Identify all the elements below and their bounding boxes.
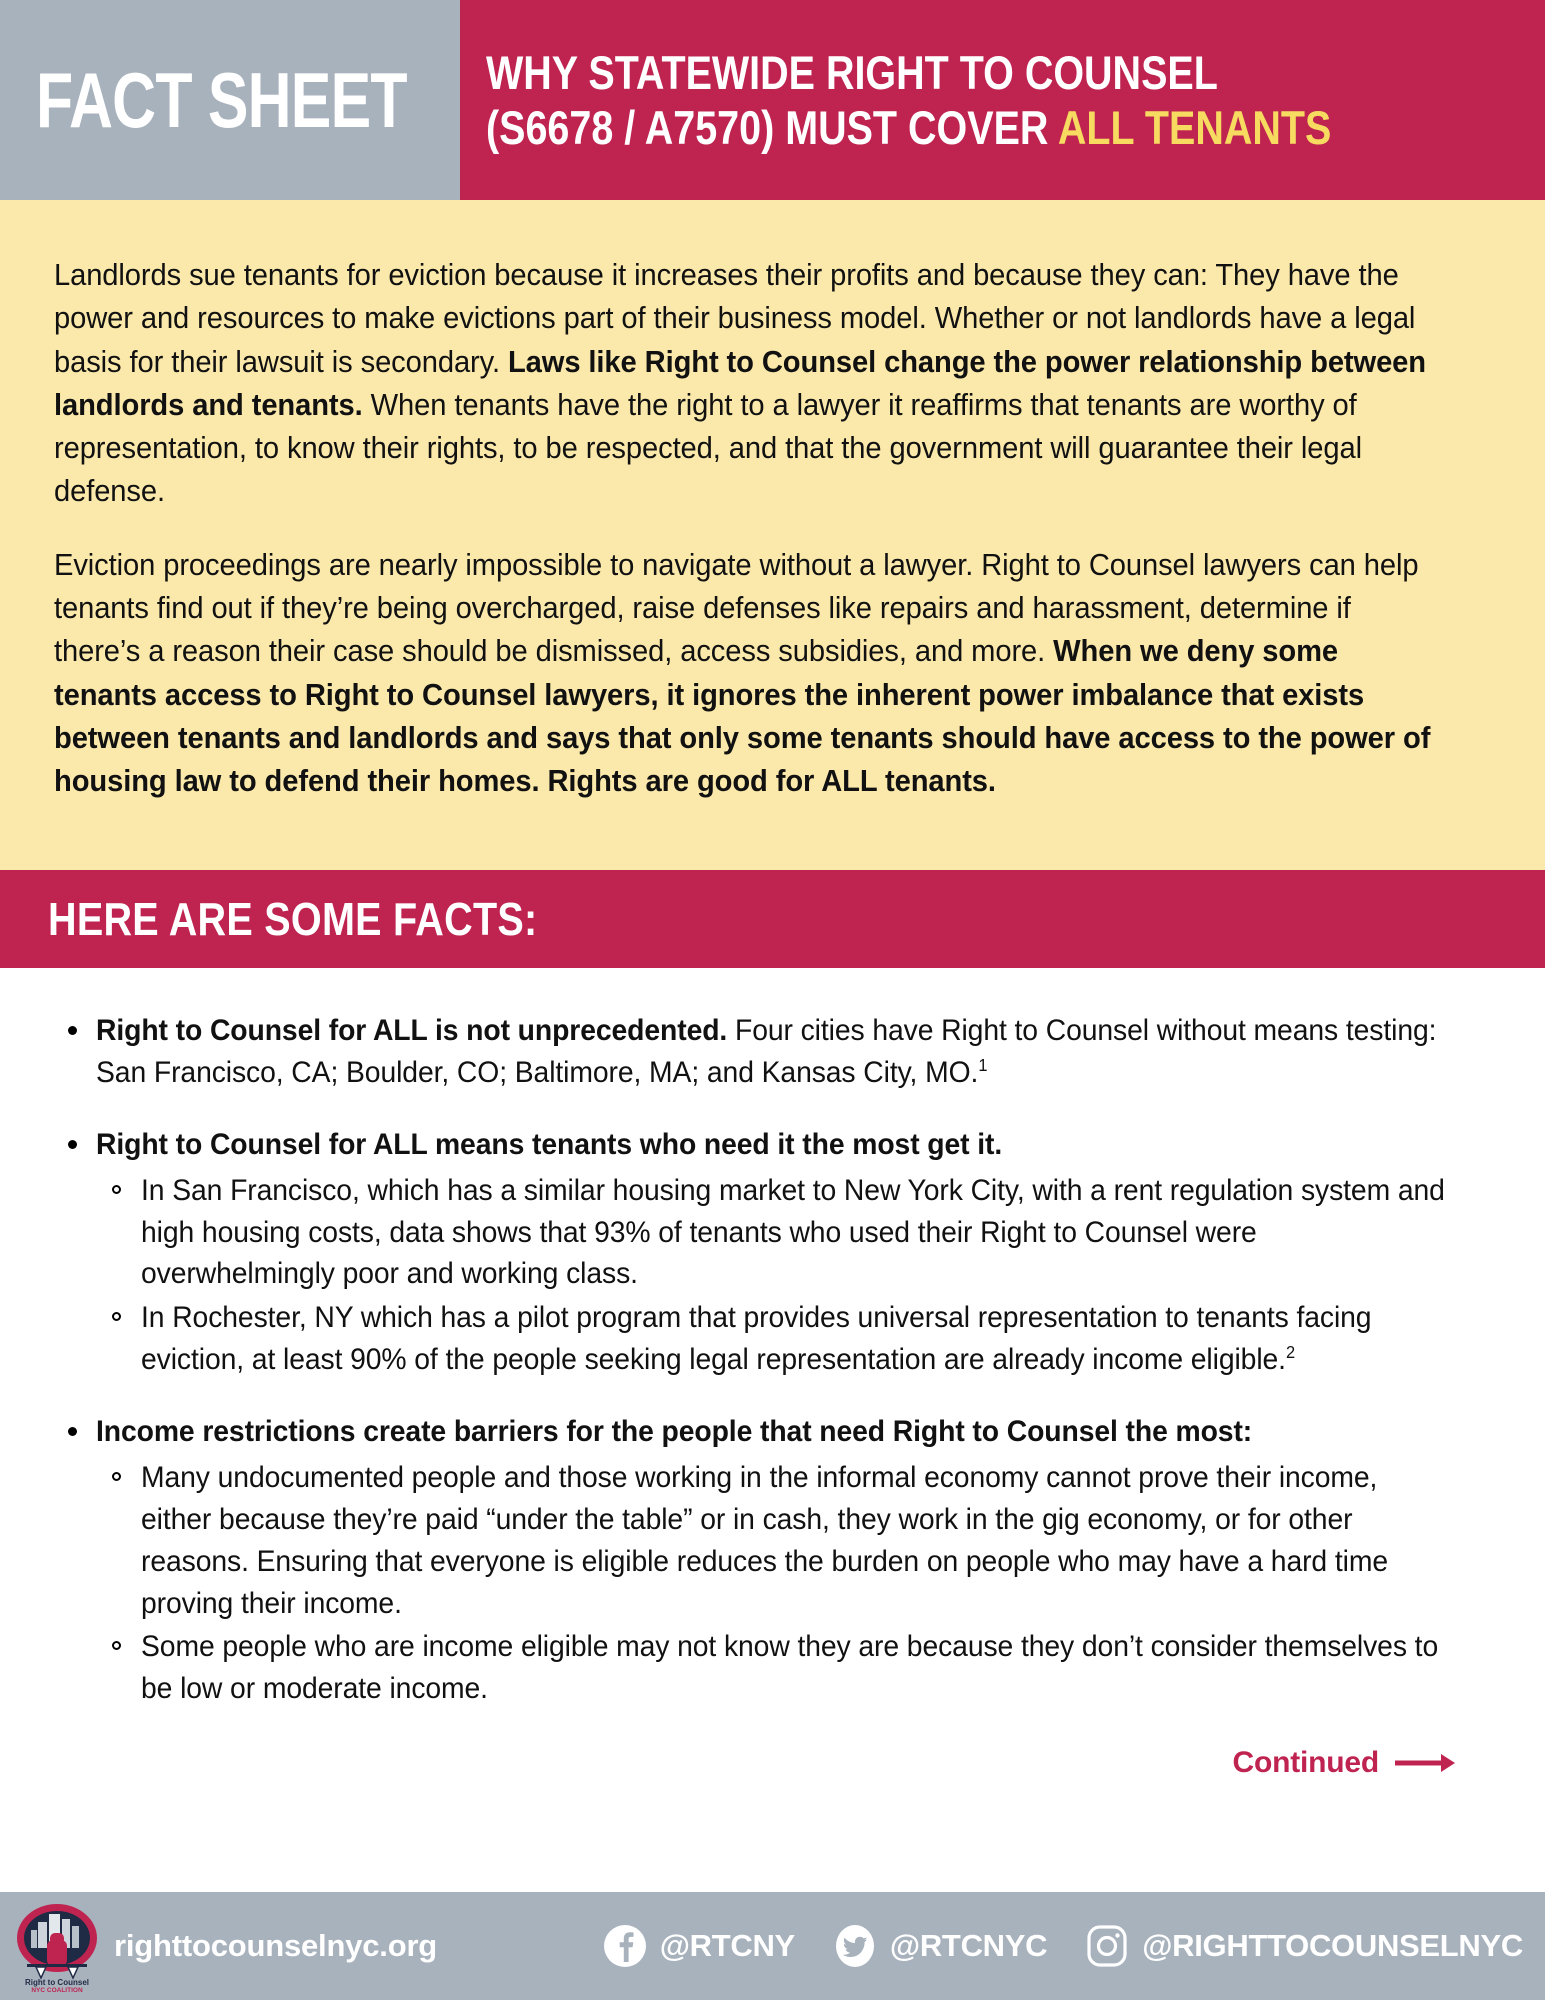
facts-banner bbox=[0, 870, 1545, 968]
intro-p1-part2: When tenants have the right to a lawyer it reaffirms that tenants are worthy of representation, to know their rights, to be respected, and that the government will guarantee their legal defense. bbox=[54, 387, 1362, 509]
list-item bbox=[96, 1626, 1505, 1710]
list-item bbox=[54, 1124, 1505, 1381]
arrow-right-icon bbox=[1393, 1750, 1457, 1776]
header-title-accent: ALL TENANTS bbox=[1057, 101, 1332, 154]
header-title-block bbox=[460, 0, 1545, 200]
list-item bbox=[96, 1457, 1505, 1625]
social-handle-facebook: @RTCNY bbox=[659, 1928, 795, 1963]
fact-item-bold: Right to Counsel for ALL is not unprecedented. bbox=[96, 1014, 728, 1047]
website-url[interactable]: righttocounselnyc.org bbox=[114, 1928, 438, 1963]
facebook-icon bbox=[603, 1924, 647, 1968]
social-link-twitter[interactable] bbox=[833, 1924, 1047, 1968]
fact-sublist bbox=[96, 1457, 1505, 1710]
svg-text:Right to Counsel: Right to Counsel bbox=[25, 1978, 89, 1987]
fact-subitem-body: Some people who are income eligible may not know they are because they don’t consider themselves to be low or moderate income. bbox=[141, 1630, 1439, 1706]
header-title-line-2 bbox=[486, 100, 1354, 155]
intro-paragraph-1 bbox=[54, 254, 1434, 514]
fact-item-text bbox=[96, 1124, 1449, 1166]
continued-link[interactable] bbox=[54, 1740, 1505, 1780]
fact-subitem-body: Many undocumented people and those working in the informal economy cannot prove their income, either because they’re paid “under the table” or in cash, they work in the gig economy, or for other reasons. Ensuring that everyone is eligible reduces the burden on people who may have a hard time proving their income. bbox=[141, 1460, 1388, 1620]
social-handle-instagram: @RIGHTTOCOUNSELNYC bbox=[1142, 1928, 1523, 1963]
fact-sheet-badge-label: FACT SHEET bbox=[36, 55, 407, 144]
list-item bbox=[96, 1297, 1505, 1381]
facts-banner-title: HERE ARE SOME FACTS: bbox=[48, 893, 538, 945]
intro-p2-bold1: When we deny some tenants access to Right to Counsel lawyers, it ignores the inherent power imbalance that exists between tenants and landlords and says that only some tenants should have access to the power of housing law to defend their homes. Rights are good for ALL tenants. bbox=[54, 634, 1431, 799]
fact-subitem-text bbox=[141, 1170, 1450, 1296]
fact-item-bold: Right to Counsel for ALL means tenants who need it the most get it. bbox=[96, 1127, 1003, 1161]
intro-p1-bold1: Laws like Right to Counsel change the power relationship between landlords and tenants. bbox=[54, 344, 1426, 422]
continued-label: Continued bbox=[1232, 1746, 1379, 1780]
page-footer bbox=[0, 1892, 1545, 2000]
social-link-facebook[interactable] bbox=[603, 1924, 795, 1968]
fact-subitem-text bbox=[141, 1297, 1450, 1381]
social-links bbox=[565, 1924, 1523, 1968]
instagram-icon bbox=[1085, 1924, 1129, 1968]
header-title-line-2-prefix: (S6678 / A7570) MUST COVER bbox=[486, 101, 1058, 154]
fact-subitem-body: In Rochester, NY which has a pilot program that provides universal representation to tenants facing eviction, at least 90% of the people seeking legal representation are already income eligible. bbox=[141, 1301, 1372, 1377]
social-handle-twitter: @RTCNYC bbox=[889, 1928, 1048, 1963]
header-title-line-1: WHY STATEWIDE RIGHT TO COUNSEL bbox=[486, 45, 1218, 99]
rtc-nyc-coalition-logo bbox=[14, 1900, 100, 1992]
twitter-icon bbox=[833, 1924, 877, 1968]
page-header bbox=[0, 0, 1545, 200]
footnote-marker: 1 bbox=[978, 1056, 988, 1076]
facts-list bbox=[54, 1010, 1505, 1710]
list-item bbox=[54, 1411, 1505, 1710]
footnote-marker: 2 bbox=[1285, 1343, 1295, 1363]
fact-item-text bbox=[96, 1411, 1449, 1453]
fact-sheet-badge bbox=[0, 0, 460, 200]
intro-paragraph-2 bbox=[54, 544, 1434, 804]
fact-item-text bbox=[96, 1010, 1449, 1094]
fact-subitem-text bbox=[141, 1457, 1450, 1625]
social-link-instagram[interactable] bbox=[1085, 1924, 1523, 1968]
fact-item-bold: Income restrictions create barriers for the people that need Right to Counsel the most: bbox=[96, 1415, 1253, 1448]
fact-item-body: Four cities have Right to Counsel without means testing: San Francisco, CA; Boulder, CO; Baltimore, MA; and Kansas City, MO. bbox=[96, 1014, 1437, 1089]
list-item bbox=[96, 1170, 1505, 1296]
svg-text:NYC COALITION: NYC COALITION bbox=[31, 1987, 83, 1992]
intro-section bbox=[0, 200, 1545, 870]
fact-subitem-text bbox=[141, 1626, 1450, 1710]
intro-p1-part1: Landlords sue tenants for eviction because it increases their profits and because they can: They have the power and resources to make evictions part of their business model. Whether or not landlords have a legal basis for their lawsuit is secondary. bbox=[54, 258, 1416, 379]
list-item bbox=[54, 1010, 1505, 1094]
fact-sublist bbox=[96, 1170, 1505, 1381]
intro-p2-part1: Eviction proceedings are nearly impossible to navigate without a lawyer. Right to Counsel lawyers can help tenants find out if they’re being overcharged, raise defenses like repairs and harassment, determine if there’s a reason their case should be dismissed, access subsidies, and more. bbox=[54, 547, 1419, 669]
fact-subitem-body: In San Francisco, which has a similar housing market to New York City, with a rent regulation system and high housing costs, data shows that 93% of tenants who used their Right to Counsel were overwhelmingly poor and working class. bbox=[141, 1173, 1445, 1291]
facts-section bbox=[0, 968, 1545, 1780]
